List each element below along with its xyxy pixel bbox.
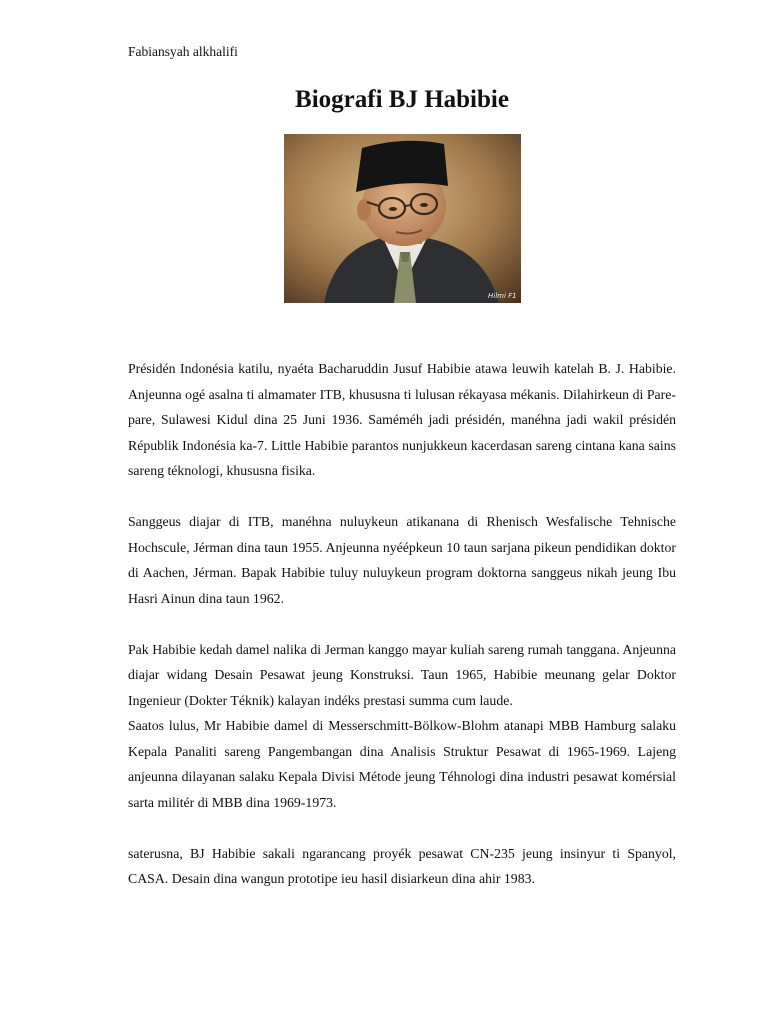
article-body xyxy=(128,356,676,892)
paragraph: Saatos lulus, Mr Habibie damel di Messerschmitt-Bölkow-Blohm atanapi MBB Hamburg salaku Kepala Panaliti sareng Pangembangan dina Analisis Struktur Pesawat di 1965-1969. Lajeng anjeunna dilayanan salaku Kepala Divisi Métode jeung Téhnologi dina industri pesawat komérsial sarta militér di MBB dina 1969-1973. xyxy=(128,718,676,810)
paragraph: Sanggeus diajar di ITB, manéhna nuluykeun atikanana di Rhenisch Wesfalische Tehnische Hochscule, Jérman dina taun 1955. Anjeunna nyéépkeun 10 taun sarjana pikeun pendidikan doktor di Aachen, Jérman. Bapak Habibie tuluy nuluykeun program doktorna sanggeus nikah jeung Ibu Hasri Ainun dina taun 1962. xyxy=(128,514,676,606)
portrait-signature: Hilmi F1 xyxy=(488,292,517,300)
paragraph: saterusna, BJ Habibie sakali ngarancang proyék pesawat CN-235 jeung insinyur ti Spanyol, CASA. Desain dina wangun prototipe ieu hasil disiarkeun dina ahir 1983. xyxy=(128,845,676,886)
paragraph: Présidén Indonésia katilu, nyaéta Bacharuddin Jusuf Habibie atawa leuwih katelah B. J. Habibie. Anjeunna ogé asalna ti almamater ITB, khususna ti lulusan rékayasa mékanis. Dilahirkeun di Pare-pare, Sulawesi Kidul dina 25 Juni 1936. Saméméh jadi présidén, manéhna jadi wakil présidén Républik Indonésia ka-7. Little Habibie parantos nunjukkeun kacerdasan sareng cintana kana sains sareng téknologi, khususna fisika. xyxy=(128,361,676,478)
page-title: Biografi BJ Habibie xyxy=(295,86,509,113)
author-name: Fabiansyah alkhalifi xyxy=(128,44,238,59)
paragraph: Pak Habibie kedah damel nalika di Jerman kanggo mayar kuliah sareng rumah tanggana. Anjeunna diajar widang Desain Pesawat jeung Konstruksi. Taun 1965, Habibie meunang gelar Doktor Ingenieur (Dokter Téknik) kalayan indéks prestasi summa cum laude. xyxy=(128,641,676,708)
portrait-image xyxy=(284,134,521,303)
